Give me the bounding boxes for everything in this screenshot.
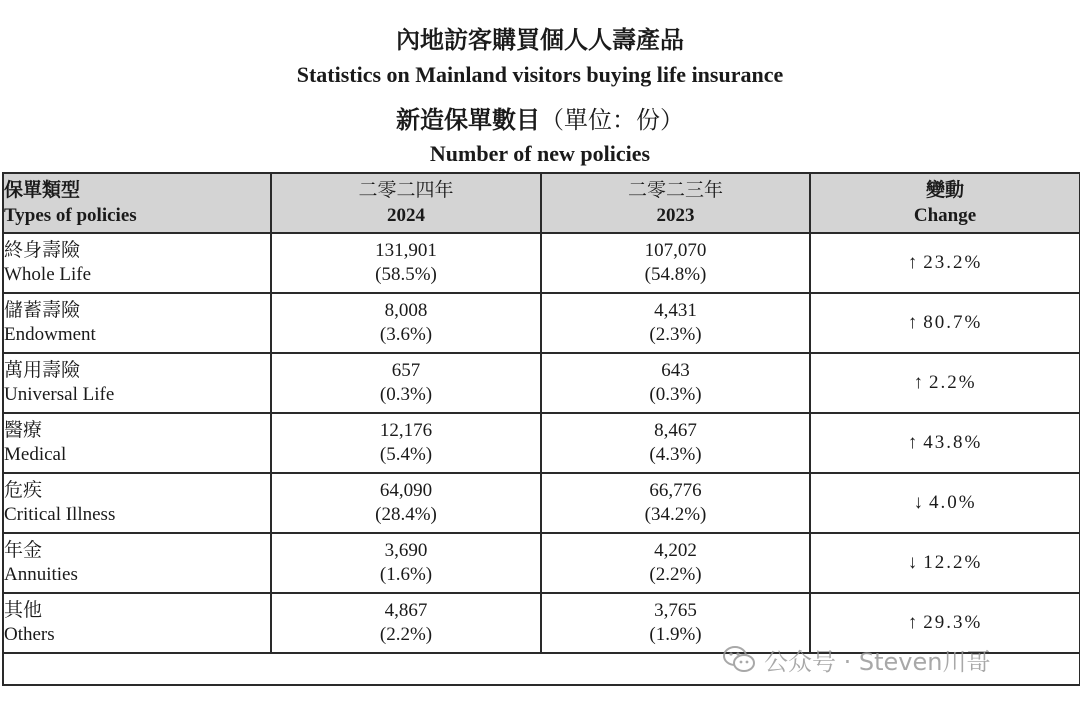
share-2023: (2.3%)	[649, 324, 702, 345]
count-2024: 12,176	[379, 420, 433, 441]
count-2024: 131,901	[375, 240, 437, 261]
change-cell	[810, 413, 1080, 473]
header-type-en: Types of policies	[4, 205, 137, 226]
policy-type-en: Critical Illness	[4, 504, 116, 525]
count-2023: 643	[661, 360, 690, 381]
count-2023: 4,431	[654, 300, 697, 321]
subtitle: Number of new policies	[429, 141, 651, 166]
arrow-up-icon: ↑	[907, 432, 918, 453]
share-2024: (2.2%)	[379, 624, 433, 645]
change-value: 80.7%	[923, 312, 983, 333]
change-value: 12.2%	[923, 552, 983, 573]
value-2024-cell	[271, 293, 541, 353]
arrow-up-icon: ↑	[907, 612, 918, 633]
arrow-down-icon: ↓	[907, 552, 918, 573]
share-2024: (3.6%)	[379, 324, 433, 345]
header-change-en: Change	[913, 205, 977, 226]
policy-type-en: Whole Life	[4, 264, 92, 285]
policy-type-cn: 危疾	[4, 480, 43, 501]
value-2024-cell	[271, 413, 541, 473]
header-change	[810, 173, 1080, 233]
value-2023-cell	[541, 473, 810, 533]
header-2024-year: 2024	[387, 205, 425, 226]
policy-type-cell	[3, 293, 271, 353]
title-chinese: 內地訪客購買個人人壽產品	[396, 28, 684, 54]
arrow-up-icon: ↑	[907, 312, 918, 333]
header-2023	[541, 173, 810, 233]
share-2023: (0.3%)	[649, 384, 702, 405]
change-value: 4.0%	[928, 492, 977, 513]
change-value: 29.3%	[923, 612, 983, 633]
change-cell	[810, 473, 1080, 533]
policy-type-en: Universal Life	[4, 384, 115, 405]
watermark-text: 公众号 · Steven川哥	[764, 647, 991, 676]
count-2023: 66,776	[649, 480, 702, 501]
value-2024-cell	[271, 593, 541, 653]
value-2024-cell	[271, 233, 541, 293]
policies-table	[2, 172, 1080, 686]
count-2024: 8,008	[384, 300, 428, 321]
change-cell	[810, 353, 1080, 413]
count-2023: 3,765	[654, 600, 697, 621]
count-2024: 3,690	[384, 540, 428, 561]
count-2024: 64,090	[379, 480, 433, 501]
policy-type-en: Others	[4, 624, 55, 645]
table-row	[3, 353, 1080, 413]
table-row	[3, 473, 1080, 533]
count-2023: 107,070	[644, 240, 707, 261]
header-change-cn: 變動	[925, 180, 964, 201]
value-2023-cell	[541, 293, 810, 353]
policy-type-en: Medical	[4, 444, 67, 465]
policy-type-en: Endowment	[4, 324, 96, 345]
arrow-down-icon: ↓	[913, 492, 923, 513]
value-2024-cell	[271, 353, 541, 413]
share-2023: (54.8%)	[644, 264, 707, 285]
policy-type-cell	[3, 353, 271, 413]
share-2023: (1.9%)	[649, 624, 702, 645]
change-value: 43.8%	[923, 432, 983, 453]
policy-type-cn: 萬用壽險	[4, 360, 81, 381]
change-value: 2.2%	[928, 372, 977, 393]
header-2023-year: 2023	[656, 205, 695, 226]
policy-type-cell	[3, 533, 271, 593]
share-2023: (34.2%)	[644, 504, 707, 525]
change-value: 23.2%	[923, 252, 983, 273]
share-2023: (2.2%)	[649, 564, 702, 585]
table-row	[3, 413, 1080, 473]
value-2023-cell	[541, 533, 810, 593]
share-2024: (28.4%)	[375, 504, 437, 525]
change-cell	[810, 533, 1080, 593]
value-2024-cell	[271, 473, 541, 533]
share-2023: (4.3%)	[649, 444, 702, 465]
count-2024: 4,867	[384, 600, 428, 621]
unit-line	[0, 100, 1080, 135]
title-english: Statistics on Mainland visitors buying life insurance	[296, 62, 784, 87]
share-2024: (5.4%)	[379, 444, 433, 465]
share-2024: (1.6%)	[379, 564, 433, 585]
count-2023: 4,202	[654, 540, 697, 561]
unit-note: （單位：份）	[540, 108, 684, 134]
policy-type-en: Annuities	[4, 564, 78, 585]
change-cell	[810, 233, 1080, 293]
policy-type-cell	[3, 413, 271, 473]
share-2024: (58.5%)	[375, 264, 437, 285]
table-row	[3, 533, 1080, 593]
count-2024: 657	[391, 360, 421, 381]
header-type-cn: 保單類型	[4, 180, 81, 201]
value-2024-cell	[271, 533, 541, 593]
policy-type-cn: 醫療	[4, 420, 43, 441]
value-2023-cell	[541, 413, 810, 473]
value-2023-cell	[541, 353, 810, 413]
policy-type-cn: 終身壽險	[4, 240, 81, 261]
policy-type-cn: 儲蓄壽險	[4, 300, 81, 321]
table-row	[3, 233, 1080, 293]
policy-type-cn: 年金	[4, 540, 43, 561]
policy-type-cn: 其他	[4, 600, 43, 621]
table-row	[3, 293, 1080, 353]
policy-type-cell	[3, 593, 271, 653]
change-cell	[810, 293, 1080, 353]
share-2024: (0.3%)	[379, 384, 433, 405]
watermark	[722, 640, 1052, 678]
value-2023-cell	[541, 233, 810, 293]
arrow-up-icon: ↑	[913, 372, 923, 393]
table-header-row	[3, 173, 1080, 233]
unit-label: 新造保單數目	[396, 108, 540, 134]
header-type	[3, 173, 271, 233]
arrow-up-icon: ↑	[907, 252, 918, 273]
policy-type-cell	[3, 473, 271, 533]
header-2024	[271, 173, 541, 233]
header-2023-cn: 二零二三年	[627, 180, 723, 201]
wechat-icon	[722, 644, 756, 674]
count-2023: 8,467	[654, 420, 697, 441]
policy-type-cell	[3, 233, 271, 293]
header-2024-cn: 二零二四年	[358, 180, 454, 201]
